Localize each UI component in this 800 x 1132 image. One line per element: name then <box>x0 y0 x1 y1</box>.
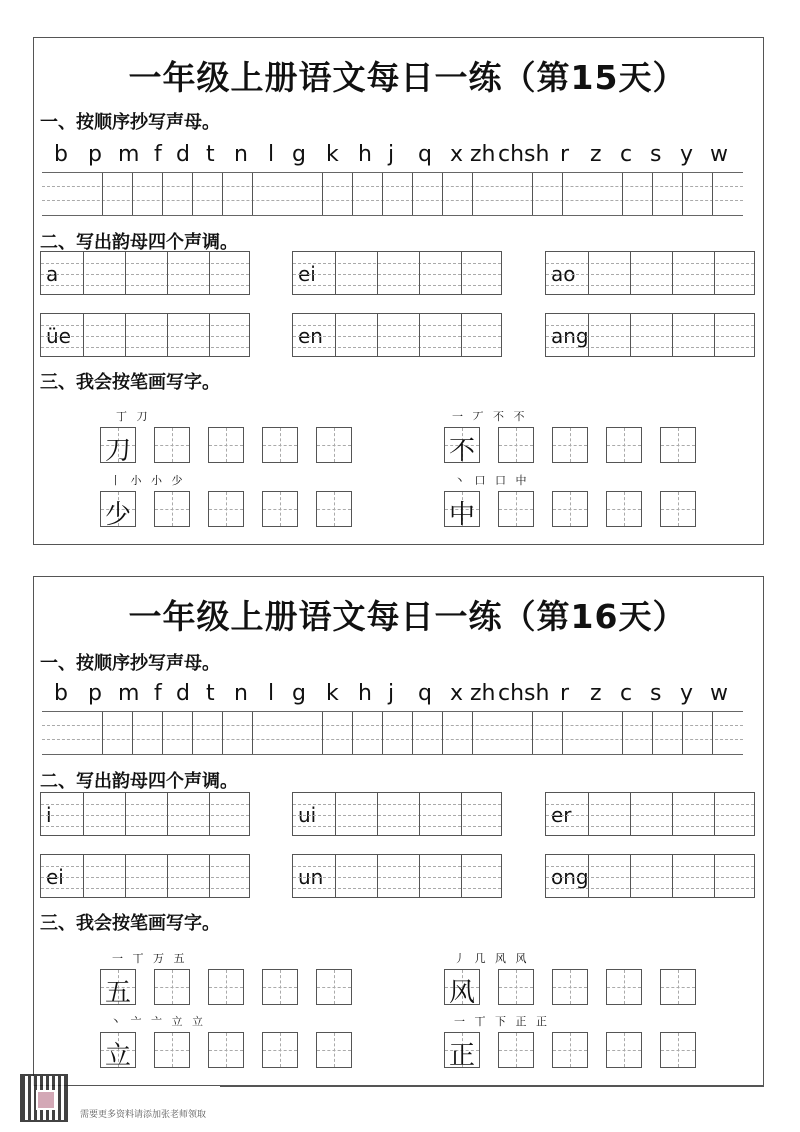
initial-letter: x <box>450 681 464 706</box>
final-label: i <box>46 803 52 827</box>
tianzi-box[interactable] <box>498 491 534 527</box>
model-char: 立 <box>104 1041 131 1071</box>
initial-letter: sh <box>524 142 550 167</box>
initial-letter: s <box>650 681 662 706</box>
initial-letter: c <box>620 142 633 167</box>
final-tone-box[interactable] <box>545 854 755 898</box>
tianzi-box[interactable] <box>154 491 190 527</box>
tianzi-box[interactable] <box>552 1032 588 1068</box>
stroke-order: 丁 刀 <box>116 410 151 423</box>
initial-letter: z <box>590 142 602 167</box>
final-tone-box[interactable] <box>292 251 502 295</box>
initial-letter: r <box>560 142 570 167</box>
final-tone-box[interactable] <box>40 854 250 898</box>
initial-letter: l <box>268 681 275 706</box>
initial-letter: y <box>680 142 694 167</box>
initial-letter: p <box>88 142 102 167</box>
initial-letter: zh <box>470 142 496 167</box>
final-tone-box[interactable] <box>292 854 502 898</box>
tianzi-box[interactable] <box>606 427 642 463</box>
tianzi-box[interactable] <box>606 491 642 527</box>
initial-letter: m <box>118 681 140 706</box>
tianzi-box[interactable] <box>606 1032 642 1068</box>
tianzi-box[interactable] <box>660 969 696 1005</box>
tianzi-box[interactable] <box>316 427 352 463</box>
tianzi-box[interactable] <box>316 969 352 1005</box>
tianzi-box[interactable] <box>208 491 244 527</box>
worksheet-day16 <box>33 576 764 1086</box>
initial-letter: p <box>88 681 102 706</box>
section-copy-initials: 一、按顺序抄写声母。 <box>40 112 220 133</box>
model-char: 少 <box>104 500 131 530</box>
initial-letter: w <box>710 681 728 706</box>
final-tone-box[interactable] <box>40 792 250 836</box>
tianzi-box <box>444 491 480 530</box>
stroke-order: 丶 亠 亠 立 立 <box>110 1015 206 1028</box>
tianzi-box[interactable] <box>262 969 298 1005</box>
final-label: en <box>298 324 323 348</box>
footer-text: 需要更多资料请添加张老师领取 <box>80 1110 207 1120</box>
worksheet-title: 一年级上册语文每日一练（第16天） <box>128 597 687 636</box>
tianzi-box[interactable] <box>208 427 244 463</box>
tianzi-box[interactable] <box>154 969 190 1005</box>
final-label: üe <box>46 324 71 348</box>
tianzi-box[interactable] <box>154 1032 190 1068</box>
tianzi-box[interactable] <box>262 491 298 527</box>
section-tones: 二、写出韵母四个声调。 <box>40 771 238 792</box>
avatar <box>36 1090 56 1110</box>
tianzi-box <box>100 491 136 530</box>
section-strokes: 三、我会按笔画写字。 <box>40 913 220 934</box>
final-label: ei <box>46 865 64 889</box>
tianzi-box <box>444 1032 480 1071</box>
tianzi-box[interactable] <box>660 491 696 527</box>
initial-letter: f <box>154 681 162 706</box>
stroke-order: 一 丅 万 五 <box>112 952 188 965</box>
tianzi-box[interactable] <box>208 1032 244 1068</box>
initial-letter: y <box>680 681 694 706</box>
tianzi-box[interactable] <box>552 491 588 527</box>
model-char: 五 <box>104 978 131 1008</box>
tianzi-box[interactable] <box>606 969 642 1005</box>
model-char: 刀 <box>104 436 131 466</box>
tianzi-box[interactable] <box>316 1032 352 1068</box>
initial-letter: q <box>418 142 432 167</box>
initial-letter: z <box>590 681 602 706</box>
model-char: 不 <box>448 436 475 466</box>
tianzi-box <box>444 427 480 466</box>
stroke-order: 丿 几 风 风 <box>454 952 530 965</box>
final-tone-box[interactable] <box>40 313 250 357</box>
tianzi-box[interactable] <box>262 427 298 463</box>
initial-letter: n <box>234 142 248 167</box>
tianzi-box <box>444 969 480 1008</box>
final-label: ui <box>298 803 317 827</box>
qr-code-icon[interactable] <box>20 1074 68 1122</box>
tianzi-box[interactable] <box>498 969 534 1005</box>
model-char: 中 <box>448 500 475 530</box>
final-tone-box[interactable] <box>40 251 250 295</box>
section-strokes: 三、我会按笔画写字。 <box>40 372 220 393</box>
footer-divider <box>220 1086 764 1087</box>
final-tone-box[interactable] <box>545 792 755 836</box>
final-label: ong <box>551 865 589 889</box>
initial-letter: n <box>234 681 248 706</box>
initial-letter: b <box>54 142 68 167</box>
initial-letter: j <box>388 681 395 706</box>
stroke-order: 丶 口 口 中 <box>454 474 530 487</box>
initial-letter: d <box>176 142 190 167</box>
initial-letter: s <box>650 142 662 167</box>
four-line-grid[interactable] <box>42 172 743 216</box>
tianzi-box[interactable] <box>208 969 244 1005</box>
initial-letter: h <box>358 142 372 167</box>
initial-letter: ch <box>498 142 525 167</box>
model-char: 风 <box>448 978 475 1008</box>
final-label: a <box>46 262 59 286</box>
final-tone-box[interactable] <box>545 313 755 357</box>
initial-letter: l <box>268 142 275 167</box>
section-copy-initials: 一、按顺序抄写声母。 <box>40 653 220 674</box>
initial-letter: t <box>206 681 215 706</box>
tianzi-box[interactable] <box>154 427 190 463</box>
final-label: ei <box>298 262 316 286</box>
tianzi-box[interactable] <box>316 491 352 527</box>
model-char: 正 <box>448 1041 475 1071</box>
tianzi-box[interactable] <box>660 1032 696 1068</box>
initial-letter: t <box>206 142 215 167</box>
initial-letter: h <box>358 681 372 706</box>
final-label: ao <box>551 262 576 286</box>
tianzi-box <box>100 427 136 466</box>
initial-letter: f <box>154 142 162 167</box>
initial-letter: zh <box>470 681 496 706</box>
final-tone-box[interactable] <box>292 792 502 836</box>
initials-row <box>46 681 756 711</box>
initial-letter: k <box>326 681 339 706</box>
four-line-grid[interactable] <box>42 711 743 755</box>
tianzi-box[interactable] <box>552 427 588 463</box>
final-label: ang <box>551 324 589 348</box>
initial-letter: j <box>388 142 395 167</box>
tianzi-box[interactable] <box>660 427 696 463</box>
stroke-order: 一 丅 下 正 正 <box>454 1015 550 1028</box>
stroke-order: 丨 小 小 少 <box>110 474 186 487</box>
initial-letter: ch <box>498 681 525 706</box>
initial-letter: g <box>292 681 306 706</box>
tianzi-box[interactable] <box>498 1032 534 1068</box>
tianzi-box[interactable] <box>498 427 534 463</box>
initial-letter: q <box>418 681 432 706</box>
initial-letter: k <box>326 142 339 167</box>
tianzi-box <box>100 1032 136 1071</box>
initial-letter: sh <box>524 681 550 706</box>
section-tones: 二、写出韵母四个声调。 <box>40 232 238 253</box>
initial-letter: r <box>560 681 570 706</box>
tianzi-box[interactable] <box>552 969 588 1005</box>
final-label: un <box>298 865 324 889</box>
worksheet-title: 一年级上册语文每日一练（第15天） <box>128 58 687 97</box>
initial-letter: x <box>450 142 464 167</box>
initial-letter: w <box>710 142 728 167</box>
tianzi-box <box>100 969 136 1008</box>
tianzi-box[interactable] <box>262 1032 298 1068</box>
worksheet-day15 <box>33 37 764 545</box>
initial-letter: m <box>118 142 140 167</box>
initials-row <box>46 142 756 172</box>
initial-letter: g <box>292 142 306 167</box>
final-label: er <box>551 803 572 827</box>
final-tone-box[interactable] <box>292 313 502 357</box>
initial-letter: b <box>54 681 68 706</box>
initial-letter: c <box>620 681 633 706</box>
initial-letter: d <box>176 681 190 706</box>
final-tone-box[interactable] <box>545 251 755 295</box>
stroke-order: 一 丆 不 不 <box>452 410 528 423</box>
